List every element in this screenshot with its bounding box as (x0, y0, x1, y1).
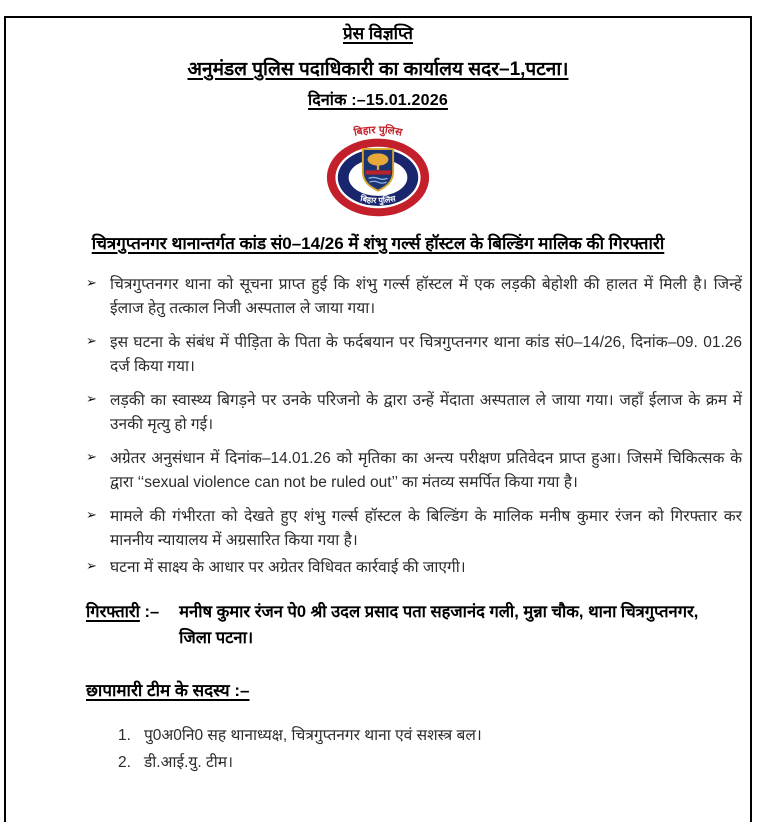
arrow-bullet-icon: ➢ (86, 449, 97, 465)
logo-bottom-text: बिहार पुलिस (359, 194, 397, 206)
bullet-list (86, 273, 742, 580)
logo-band (365, 170, 391, 174)
arrow-bullet-icon: ➢ (86, 507, 97, 523)
svg-text:बिहार पुलिस (352, 123, 404, 139)
bullet-item (86, 331, 742, 378)
bullet-text: मामले की गंभीरता को देखते हुए शंभु गर्ल्स हॉस्टल के बिल्डिंग के मालिक मनीष कुमार रंजन को गिरफ्तार कर माननीय न्यायालय में अग्रसारित किया गया है। (110, 508, 742, 549)
bullet-text: इस घटना के संबंध में पीड़िता के पिता के फर्दबयान पर चित्रगुप्तनगर थाना कांड सं0–14/26, दिनांक–09. 01.26 दर्ज किया गया। (110, 334, 742, 375)
bullet-item (86, 273, 742, 320)
press-release-heading: प्रेस विज्ञप्ति (343, 24, 413, 43)
date-heading: दिनांक :–15.01.2026 (308, 92, 448, 109)
team-member-row (118, 725, 750, 747)
bullet-text: अग्रेतर अनुसंधान में दिनांक–14.01.26 को मृतिका का अन्त्य परीक्षण प्रतिवेदन प्राप्त हुआ। जिसमें चिकित्सक के द्वारा ‘‘sexual violence can not be ruled out’’ का मंतव्य समर्पित किया गया है। (110, 450, 742, 491)
raid-team-heading: छापामारी टीम के सदस्य :– (86, 681, 250, 701)
logo-container (6, 115, 750, 221)
logo-top-text: बिहार पुलिस (353, 125, 404, 139)
arrest-separator: :– (139, 603, 160, 622)
list-number: 2. (118, 753, 131, 771)
bullet-item (86, 447, 742, 494)
bullet-text: चित्रगुप्तनगर थाना को सूचना प्राप्त हुई कि शंभु गर्ल्स हॉस्टल में एक लड़की बेहोशी की हालत में मिली है। जिन्हें ईलाज हेतु तत्काल निजी अस्पताल ले जाया गया। (110, 276, 742, 317)
bullet-item (86, 389, 742, 436)
bullet-item (86, 556, 742, 580)
arrest-text: मनीष कुमार रंजन पे0 श्री उदल प्रसाद पता सहजानंद गली, मुन्ना चौक, थाना चित्रगुप्तनगर, जिला पटना। (179, 603, 699, 647)
team-member-text: पु0अ0नि0 सह थानाध्यक्ष, चित्रगुप्तनगर थाना एवं सशस्त्र बल। (144, 727, 482, 745)
team-member-text: डी.आई.यु. टीम। (144, 753, 233, 771)
bullet-text: लड़की का स्वास्थ्य बिगड़ने पर उनके परिजनो के द्वारा उन्हें मेंदाता अस्पताल ले जाया गया। जहाँ ईलाज के क्रम में उनकी मृत्यु हो गई। (110, 392, 742, 433)
list-number: 1. (118, 727, 131, 745)
arrest-label: गिरफ्तारी (86, 603, 140, 622)
arrow-bullet-icon: ➢ (86, 391, 97, 407)
bullet-text: घटना में साक्ष्य के आधार पर अग्रेतर विधिवत कार्रवाई की जाएगी। (110, 559, 466, 577)
team-member-row (118, 752, 750, 774)
raid-team-list (118, 725, 750, 774)
bihar-police-emblem-icon (302, 115, 454, 221)
page-border-frame (4, 16, 752, 822)
office-heading: अनुमंडल पुलिस पदाधिकारी का कार्यालय सदर–1,पटना। (187, 59, 569, 80)
document-title: चित्रगुप्तनगर थानान्तर्गत कांड सं0–14/26 में शंभु गर्ल्स हॉस्टल के बिल्डिंग मालिक की गिरफ्तारी (91, 234, 665, 253)
arrow-bullet-icon: ➢ (86, 333, 97, 349)
arrow-bullet-icon: ➢ (86, 558, 97, 574)
arrest-section (86, 600, 720, 651)
bullet-item (86, 505, 742, 552)
arrow-bullet-icon: ➢ (86, 275, 97, 290)
